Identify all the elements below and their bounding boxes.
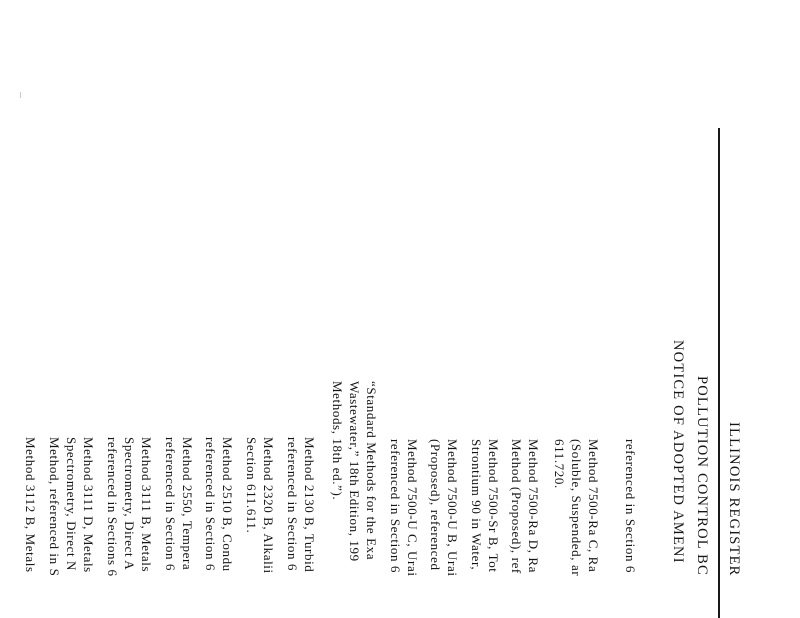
body-line: Section 611.611.: [244, 437, 259, 534]
body-line: Method 2130 B, Turbid: [302, 437, 317, 573]
body-line: Method 7500-Ra D, Ra: [526, 439, 541, 574]
scan-speck: [20, 92, 21, 98]
body-line: referenced in Section 6: [623, 439, 638, 573]
body-line: Wastewater,” 18th Edition, 199: [347, 381, 362, 562]
body-line: Method 2510 B, Condu: [220, 437, 235, 572]
body-line: Method 7500-Sr B, Tot: [486, 439, 501, 573]
header-rule: [718, 128, 720, 618]
body-line: (Soluble, Suspended, ar: [569, 439, 584, 577]
body-line: Method 3112 B, Metals: [23, 437, 38, 573]
body-line: Spectrometry, Direct A: [122, 437, 137, 571]
body-line: Spectrometry, Direct N: [64, 437, 79, 572]
body-line: 611.720.: [552, 439, 567, 489]
body-line: Method (Proposed), ref: [509, 439, 524, 574]
notice-heading: NOTICE OF ADOPTED AMENI: [670, 340, 686, 564]
register-title: ILLINOIS REGISTER: [726, 422, 742, 577]
body-line: Method, referenced in S: [47, 437, 62, 577]
body-line: Method 7500-Ra C, Ra: [586, 439, 601, 573]
body-line: referenced in Section 6: [163, 437, 178, 571]
body-line: (Proposed), referenced: [428, 439, 443, 571]
body-line: Method 2320 B, Alkalii: [261, 437, 276, 574]
body-line: Methods, 18th ed.”).: [330, 381, 345, 501]
body-line: Method 3111 D, Metals: [81, 437, 96, 573]
body-line: referenced in Sections 6: [105, 437, 120, 577]
board-title: POLLUTION CONTROL BC: [694, 376, 710, 576]
body-line: referenced in Section 6: [388, 439, 403, 573]
body-line: Strontium 90 in Water,: [469, 439, 484, 571]
body-line: referenced in Section 6: [285, 437, 300, 571]
body-line: Method 2550, Tempera: [180, 437, 195, 571]
body-line: referenced in Section 6: [203, 437, 218, 571]
body-line: Method 7500-U C, Urai: [405, 439, 420, 577]
body-line: Method 3111 B, Metals: [139, 437, 154, 573]
body-line: “Standard Methods for the Exa: [364, 381, 379, 561]
body-line: Method 7500-U B, Urai: [445, 439, 460, 577]
